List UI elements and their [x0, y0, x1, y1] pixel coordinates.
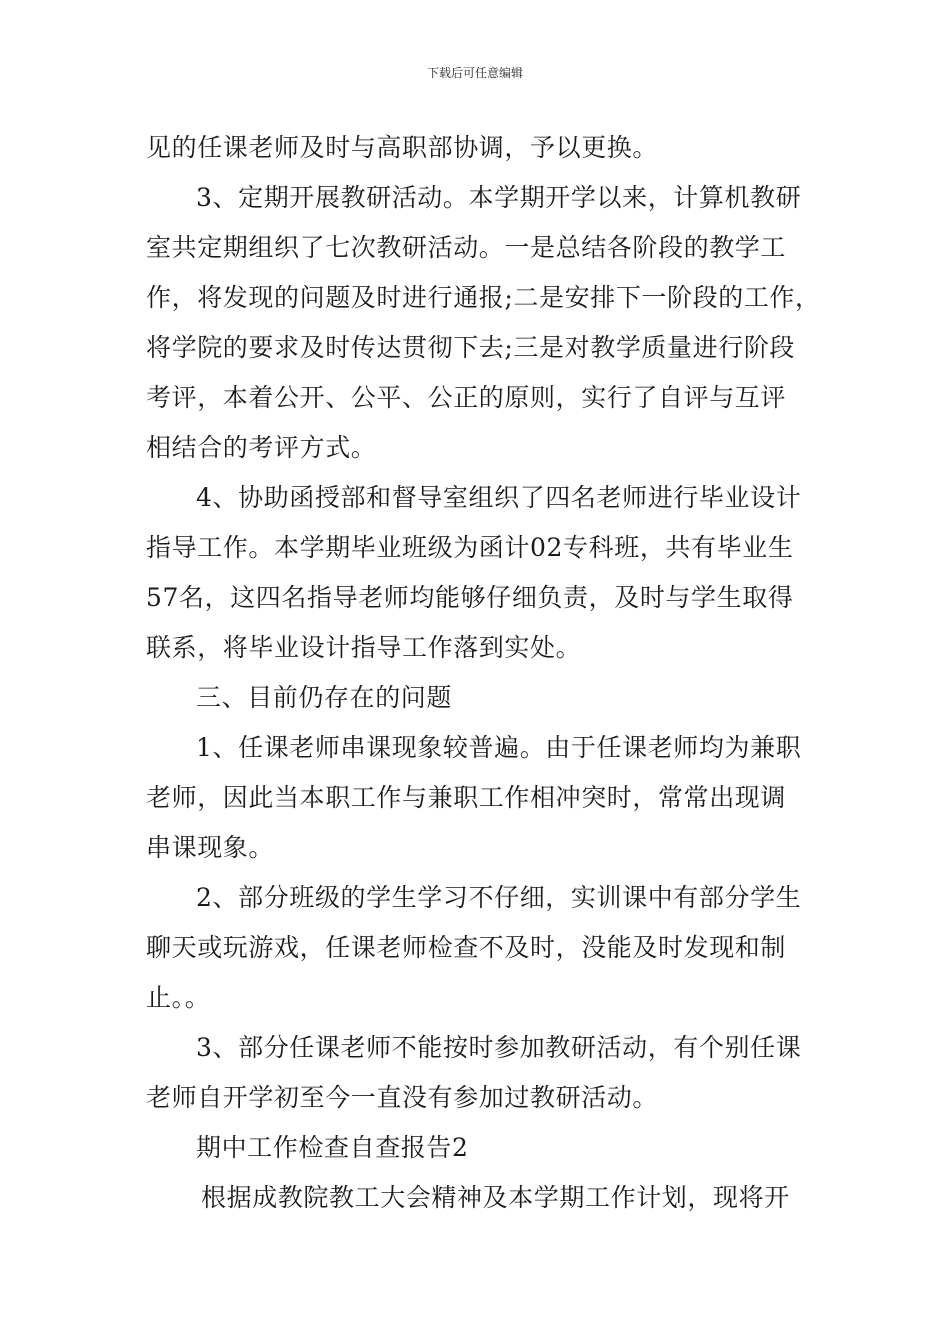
paragraph-first-line: 3、定期开展教研活动。本学期开学以来，计算机教研 [196, 183, 802, 212]
text-line: 老师自开学初至今一直没有参加过教研活动。 [146, 1083, 659, 1112]
paragraph-first-line: 根据成教院教工大会精神及本学期工作计划，现将开 [201, 1183, 790, 1212]
text-line: 将学院的要求及时传达贯彻下去;三是对教学质量进行阶段 [146, 333, 796, 362]
page-header-note: 下载后可任意编辑 [426, 66, 523, 80]
paragraph-first-line: 1、任课老师串课现象较普遍。由于任课老师均为兼职 [196, 733, 802, 762]
text-line: 老师，因此当本职工作与兼职工作相冲突时，常常出现调 [146, 783, 787, 812]
text-line: 室共定期组织了七次教研活动。一是总结各阶段的教学工 [146, 233, 787, 262]
text-line: 考评，本着公开、公平、公正的原则，实行了自评与互评 [146, 383, 787, 412]
text-line: 作，将发现的问题及时进行通报;二是安排下一阶段的工作， [146, 283, 821, 312]
text-line: 57名，这四名指导老师均能够仔细负责，及时与学生取得 [146, 583, 794, 612]
report-title: 期中工作检查自查报告2 [196, 1133, 469, 1162]
text-line: 相结合的考评方式。 [146, 433, 377, 462]
text-line: 指导工作。本学期毕业班级为函计02专科班，共有毕业生 [146, 533, 794, 562]
text-line: 见的任课老师及时与高职部协调，予以更换。 [146, 133, 659, 162]
paragraph-first-line: 3、部分任课老师不能按时参加教研活动，有个别任课 [196, 1033, 802, 1062]
text-line: 止。。 [146, 983, 211, 1012]
paragraph-first-line: 2、部分班级的学生学习不仔细，实训课中有部分学生 [196, 883, 802, 912]
section-heading: 三、目前仍存在的问题 [196, 683, 453, 712]
text-line: 串课现象。 [146, 833, 275, 862]
text-line: 联系，将毕业设计指导工作落到实处。 [146, 633, 582, 662]
paragraph-first-line: 4、协助函授部和督导室组织了四名老师进行毕业设计 [196, 483, 802, 512]
text-line: 聊天或玩游戏，任课老师检查不及时，没能及时发现和制 [146, 933, 787, 962]
